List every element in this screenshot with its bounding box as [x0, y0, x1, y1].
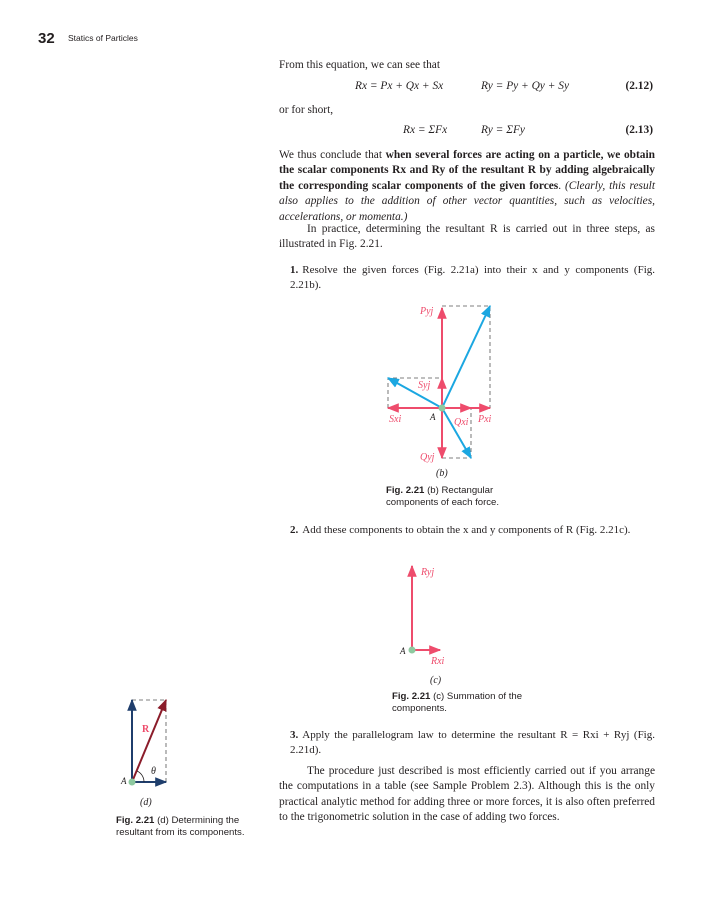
- or-short-text: or for short,: [279, 104, 334, 116]
- eq-rx: Rx = Px + Qx + Sx: [355, 80, 444, 92]
- eq-rx: Rx = ΣFx: [403, 124, 448, 136]
- equation-2-12: [279, 80, 655, 96]
- resultant-arrow: [132, 700, 166, 782]
- label-qy: Qyj: [420, 452, 435, 463]
- eq-ry: Ry = Py + Qy + Sy: [481, 80, 569, 92]
- q-force-arrow: [442, 408, 471, 458]
- particle-a: [409, 647, 416, 654]
- practice-paragraph: In practice, determining the resultant R is carried out in three steps, as illustrated in Fig. 2.21.: [279, 223, 655, 251]
- conclusion-lead: We thus conclude that: [279, 149, 386, 161]
- label-sx: Sxi: [389, 414, 402, 425]
- particle-a: [439, 405, 446, 412]
- particle-a: [129, 779, 136, 786]
- fig-c-sub: (c): [430, 675, 442, 686]
- eq-number: (2.13): [625, 124, 653, 136]
- conclusion-period: .: [558, 179, 565, 192]
- step-1: [290, 263, 655, 293]
- caption-label: Fig. 2.21: [386, 485, 425, 496]
- caption-label: Fig. 2.21: [392, 691, 431, 702]
- fig-d-sub: (d): [140, 797, 152, 808]
- fig-b-sub: (b): [436, 468, 448, 479]
- step-number: 1.: [290, 264, 299, 276]
- final-paragraph: The procedure just described is most efficiently carried out if you arrange the computations in a table (see Sample Problem 2.3). Although this is the only practical analytic method for adding three or more forces, it is also often preferred to the trigonometric solution in the case of adding two forces.: [279, 765, 655, 824]
- figure-2-21b: [380, 298, 500, 470]
- conclusion-paragraph: [279, 148, 655, 225]
- label-a: A: [430, 412, 436, 422]
- intro-text: From this equation, we can see that: [279, 59, 441, 71]
- figure-2-21c: [395, 560, 465, 670]
- label-py: Pyj: [420, 306, 434, 317]
- caption-text: (b) Rectangular components of each force.: [386, 485, 500, 508]
- p-force-arrow: [442, 306, 490, 408]
- caption-text: (c) Summation of the components.: [392, 691, 523, 714]
- label-r: R: [142, 724, 150, 735]
- step-text: Add these components to obtain the x and y components of R (Fig. 2.21c).: [302, 524, 631, 536]
- step-3: [290, 728, 655, 758]
- step-number: 3.: [290, 729, 299, 741]
- label-qx: Qxi: [454, 417, 469, 428]
- eq-ry: Ry = ΣFy: [481, 124, 525, 136]
- fig-b-caption: [386, 485, 536, 509]
- caption-text: (d) Determining the resultant from its components.: [116, 815, 245, 838]
- fig-c-caption: [392, 691, 542, 715]
- label-rx: Rxi: [431, 656, 445, 667]
- page-number: 32: [38, 30, 55, 47]
- label-theta: θ: [151, 766, 156, 777]
- theta-arc: [137, 771, 144, 782]
- chapter-title: Statics of Particles: [68, 33, 138, 43]
- step-2: [290, 523, 655, 538]
- step-text: Resolve the given forces (Fig. 2.21a) into their x and y components (Fig. 2.21b).: [290, 264, 655, 291]
- label-px: Pxi: [478, 414, 492, 425]
- label-a: A: [121, 776, 127, 786]
- s-force-arrow: [388, 378, 442, 408]
- caption-label: Fig. 2.21: [116, 815, 155, 826]
- fig-d-caption: [116, 815, 271, 839]
- step-number: 2.: [290, 524, 299, 536]
- label-ry: Ryj: [421, 567, 435, 578]
- step-text: Apply the parallelogram law to determine the resultant R = Rxi + Ryj (Fig. 2.21d).: [290, 729, 655, 756]
- label-a: A: [400, 646, 406, 656]
- label-sy: Syj: [418, 380, 431, 391]
- eq-number: (2.12): [625, 80, 653, 92]
- conclusion-italic: (Clearly, this result also applies to the addition of other vector quantities, such as velocities, accelerations, or momenta.): [279, 179, 655, 223]
- equation-2-13: [279, 124, 655, 140]
- figure-2-21d: [118, 692, 178, 794]
- conclusion-bold: when several forces are acting on a particle, we obtain the scalar components Rx and Ry of the resultant R by adding algebraically the corresponding scalar components of the given forces: [279, 149, 656, 192]
